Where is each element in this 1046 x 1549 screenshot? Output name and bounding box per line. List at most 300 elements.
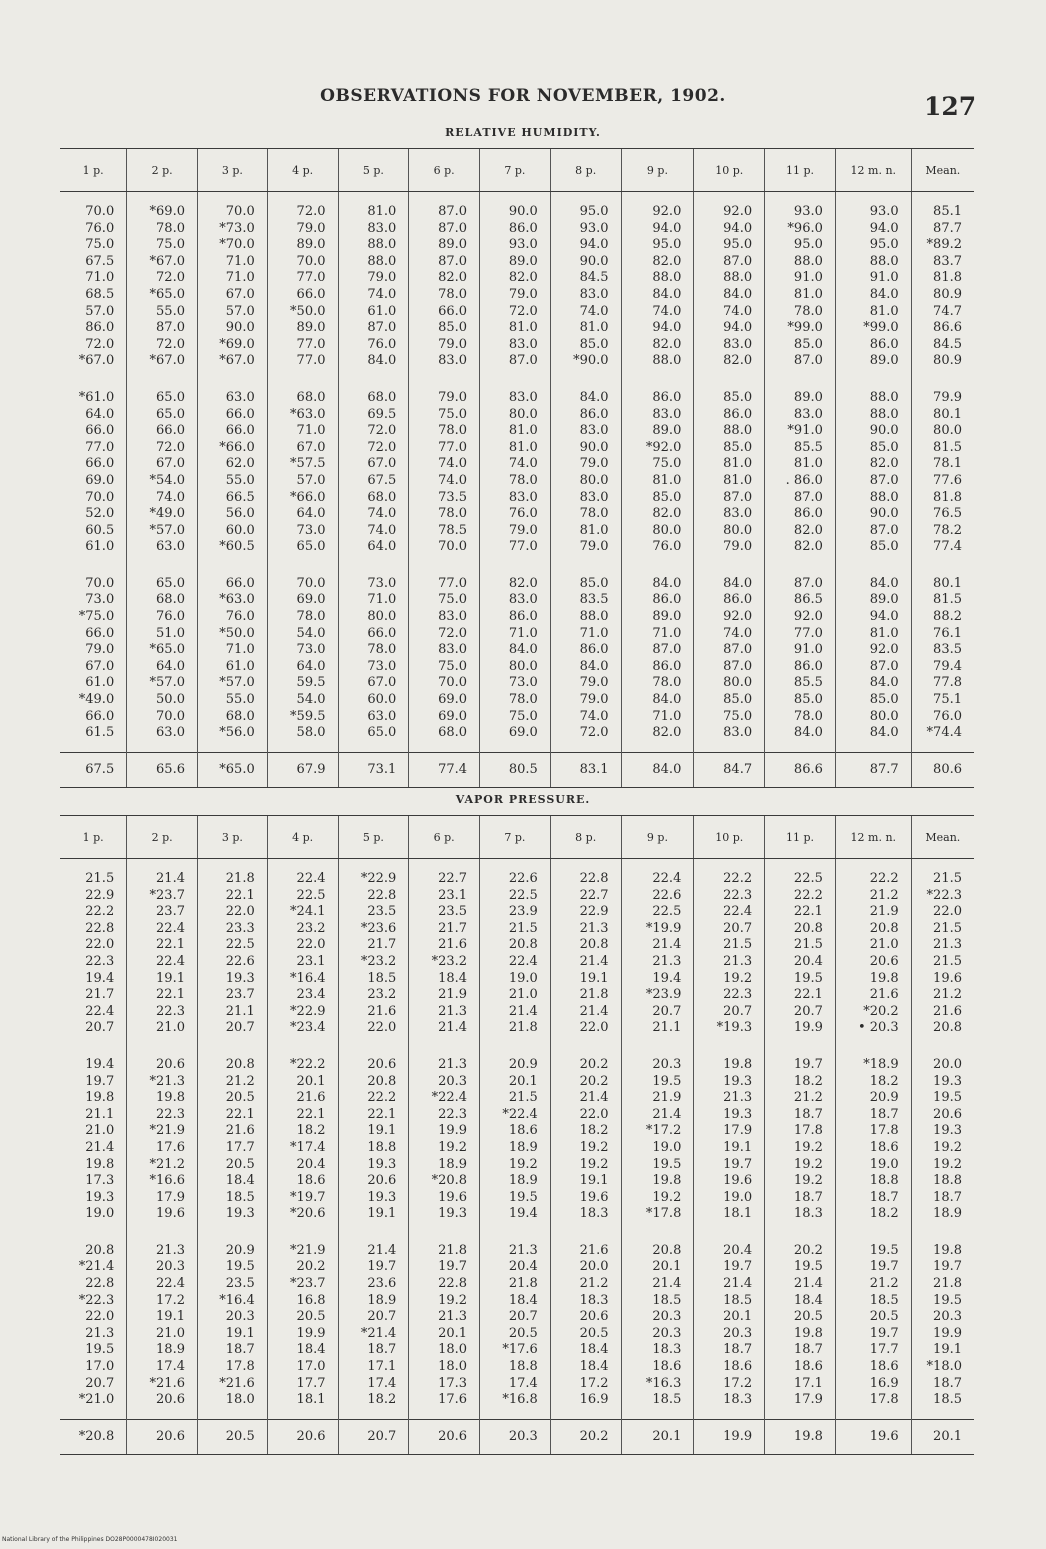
spacer-cell xyxy=(694,370,765,390)
spacer-cell xyxy=(550,1037,621,1057)
table-cell: 79.0 xyxy=(480,287,551,304)
table-cell: 81.8 xyxy=(911,490,974,507)
table-row xyxy=(60,1157,974,1174)
table-cell: 82.0 xyxy=(835,456,911,473)
table-cell: 19.1 xyxy=(550,971,621,988)
table-row xyxy=(60,1293,974,1310)
table-row xyxy=(60,1309,974,1326)
table-cell: 52.0 xyxy=(85,506,115,522)
table-cell: *17.4 xyxy=(267,1140,338,1157)
table-cell: 19.7 xyxy=(694,1157,765,1174)
table-cell: 65.0 xyxy=(267,539,338,556)
table-row xyxy=(60,1123,974,1140)
spacer-cell xyxy=(550,370,621,390)
table-cell: *75.0 xyxy=(78,609,115,625)
table-cell: 21.3 xyxy=(694,954,765,971)
table-cell: *67.0 xyxy=(197,353,267,370)
table-cell: 20.7 xyxy=(480,1309,551,1326)
table-cell: *54.0 xyxy=(127,473,198,490)
table-cell: *16.8 xyxy=(480,1392,551,1419)
table-cell: 21.4 xyxy=(621,937,694,954)
table-cell: 17.8 xyxy=(197,1359,267,1376)
table-cell: *65.0 xyxy=(127,287,198,304)
spacer-cell xyxy=(835,370,911,390)
table-cell: 85.0 xyxy=(694,440,765,457)
mean-cell: 19.8 xyxy=(765,1419,836,1454)
table-cell: 21.8 xyxy=(911,1276,974,1293)
table-cell: 86.0 xyxy=(480,221,551,238)
table-cell: 19.3 xyxy=(197,971,267,988)
table-cell: 69.0 xyxy=(85,472,115,488)
table-cell: 71.0 xyxy=(197,254,267,271)
table-cell: 21.6 xyxy=(197,1123,267,1140)
table-cell: 85.0 xyxy=(835,440,911,457)
table-cell: 17.1 xyxy=(338,1359,409,1376)
spacer-cell xyxy=(60,1037,127,1057)
table-cell: 21.5 xyxy=(911,921,974,938)
mean-cell: 20.3 xyxy=(480,1419,551,1454)
spacer-cell xyxy=(127,556,198,576)
group-spacer xyxy=(60,556,974,576)
table-cell: 19.3 xyxy=(338,1190,409,1207)
table-cell: 69.5 xyxy=(338,407,409,424)
table-cell: 19.0 xyxy=(85,1206,115,1222)
table-cell: 89.0 xyxy=(480,254,551,271)
table-cell: 83.0 xyxy=(621,407,694,424)
table-cell: 19.7 xyxy=(409,1259,480,1276)
table-row xyxy=(60,192,974,221)
table-cell: *20.8 xyxy=(409,1173,480,1190)
library-footer: National Library of the Philippines DO28P0000478I020031 xyxy=(2,1536,178,1543)
table-cell: 89.0 xyxy=(267,320,338,337)
table-cell: 22.3 xyxy=(127,1004,198,1021)
table-cell: 61.0 xyxy=(85,539,115,555)
table-cell: 19.8 xyxy=(621,1173,694,1190)
table-cell: 79.0 xyxy=(409,390,480,407)
table-cell: 81.8 xyxy=(911,270,974,287)
table-cell: 84.0 xyxy=(694,576,765,593)
table-cell: *20.6 xyxy=(267,1206,338,1223)
table-cell: 81.0 xyxy=(694,473,765,490)
table-cell: *22.9 xyxy=(338,859,409,888)
table-cell: 21.2 xyxy=(765,1090,836,1107)
spacer-cell xyxy=(835,1223,911,1243)
table-cell: 78.0 xyxy=(338,642,409,659)
table-cell: *16.4 xyxy=(197,1293,267,1310)
table-row xyxy=(60,1376,974,1393)
table-row xyxy=(60,954,974,971)
table-cell: 21.5 xyxy=(911,954,974,971)
table-cell: 84.0 xyxy=(338,353,409,370)
table-cell: 19.9 xyxy=(409,1123,480,1140)
table-cell: 18.7 xyxy=(835,1190,911,1207)
table-cell: 86.6 xyxy=(911,320,974,337)
table-cell: 71.0 xyxy=(550,626,621,643)
table-cell: 68.0 xyxy=(338,390,409,407)
table-row xyxy=(60,237,974,254)
table-cell: 18.1 xyxy=(694,1206,765,1223)
table-cell: 16.9 xyxy=(835,1376,911,1393)
table-cell: 19.3 xyxy=(85,1189,115,1205)
mean-cell: 67.9 xyxy=(267,752,338,787)
table-cell: 75.0 xyxy=(409,407,480,424)
table-cell: 20.3 xyxy=(409,1074,480,1091)
spacer-cell xyxy=(60,370,127,390)
table-cell: 74.7 xyxy=(911,304,974,321)
table-cell: 72.0 xyxy=(127,337,198,354)
table-cell: 20.7 xyxy=(85,1020,115,1036)
table-cell: *23.6 xyxy=(338,921,409,938)
table-cell: 79.0 xyxy=(338,270,409,287)
table-cell: 19.8 xyxy=(835,971,911,988)
table-cell: 55.0 xyxy=(127,304,198,321)
table-row xyxy=(60,523,974,540)
column-header: 4 p. xyxy=(267,816,338,859)
table-cell: 77.0 xyxy=(267,353,338,370)
table-cell: 22.3 xyxy=(127,1107,198,1124)
table-cell: 23.2 xyxy=(338,987,409,1004)
table-cell: 20.8 xyxy=(85,1242,115,1258)
table-cell: 21.0 xyxy=(835,937,911,954)
table-cell: 85.0 xyxy=(765,337,836,354)
table-cell: 91.0 xyxy=(765,270,836,287)
table-cell: 20.2 xyxy=(550,1057,621,1074)
table-cell: 94.0 xyxy=(550,237,621,254)
mean-cell: *65.0 xyxy=(197,752,267,787)
table-cell: 20.7 xyxy=(621,1004,694,1021)
table-cell: 18.4 xyxy=(765,1293,836,1310)
table-cell: *63.0 xyxy=(197,592,267,609)
table-cell: 84.0 xyxy=(765,725,836,752)
table-cell: 71.0 xyxy=(621,626,694,643)
table-cell: *21.9 xyxy=(127,1123,198,1140)
table-cell: 77.0 xyxy=(267,337,338,354)
table-cell: 90.0 xyxy=(550,440,621,457)
table-cell: *18.9 xyxy=(835,1057,911,1074)
mean-cell: 77.4 xyxy=(409,752,480,787)
table-cell: 18.4 xyxy=(197,1173,267,1190)
table-cell: *22.2 xyxy=(267,1057,338,1074)
table-cell: *23.9 xyxy=(621,987,694,1004)
table-cell: *90.0 xyxy=(550,353,621,370)
table-cell: 73.0 xyxy=(267,523,338,540)
table-row xyxy=(60,675,974,692)
table-cell: 88.0 xyxy=(550,609,621,626)
table-cell: 83.0 xyxy=(550,490,621,507)
column-header: 8 p. xyxy=(550,816,621,859)
table-cell: 18.9 xyxy=(127,1342,198,1359)
table-cell: 18.0 xyxy=(409,1359,480,1376)
table-cell: 84.0 xyxy=(694,287,765,304)
table-cell: 17.3 xyxy=(85,1173,115,1189)
table-row xyxy=(60,709,974,726)
table-cell: 18.6 xyxy=(480,1123,551,1140)
table-cell: 82.0 xyxy=(765,523,836,540)
table-cell: 72.0 xyxy=(267,192,338,221)
table-cell: 19.0 xyxy=(694,1190,765,1207)
table-cell: 74.0 xyxy=(480,456,551,473)
table-cell: 21.9 xyxy=(835,904,911,921)
spacer-cell xyxy=(480,1223,551,1243)
spacer-cell xyxy=(835,1037,911,1057)
table-cell: 22.1 xyxy=(338,1107,409,1124)
table-cell: 22.1 xyxy=(765,987,836,1004)
table-cell: 66.0 xyxy=(127,423,198,440)
table-cell: 22.1 xyxy=(267,1107,338,1124)
table-cell: 83.0 xyxy=(480,337,551,354)
table-cell: 21.8 xyxy=(409,1243,480,1260)
table-cell: 89.0 xyxy=(621,423,694,440)
column-header: 12 m. n. xyxy=(835,816,911,859)
table-cell: 18.4 xyxy=(267,1342,338,1359)
table-cell: 60.0 xyxy=(197,523,267,540)
table-cell: 78.0 xyxy=(127,221,198,238)
table-cell: 72.0 xyxy=(127,270,198,287)
table-cell: 67.5 xyxy=(338,473,409,490)
table-cell: 19.8 xyxy=(911,1243,974,1260)
table-cell: 67.0 xyxy=(85,658,115,674)
spacer-cell xyxy=(267,1223,338,1243)
table-cell: 19.2 xyxy=(409,1293,480,1310)
table-cell: 70.0 xyxy=(267,576,338,593)
table-cell: 19.6 xyxy=(550,1190,621,1207)
table-cell: 79.0 xyxy=(550,692,621,709)
table-row xyxy=(60,473,974,490)
table-cell: 88.0 xyxy=(835,254,911,271)
table-cell: 81.0 xyxy=(835,626,911,643)
table-cell: 21.6 xyxy=(911,1004,974,1021)
table-cell: *21.0 xyxy=(78,1392,115,1408)
table-cell: 23.2 xyxy=(267,921,338,938)
table-cell: 19.4 xyxy=(621,971,694,988)
table-cell: 92.0 xyxy=(621,192,694,221)
table-cell: 76.0 xyxy=(480,506,551,523)
table-cell: 18.2 xyxy=(835,1206,911,1223)
table-cell: 82.0 xyxy=(694,353,765,370)
table-cell: 93.0 xyxy=(550,221,621,238)
mean-cell: 86.6 xyxy=(765,752,836,787)
table-cell: 78.5 xyxy=(409,523,480,540)
table-cell: 88.0 xyxy=(835,390,911,407)
table-cell: 21.6 xyxy=(550,1243,621,1260)
table-cell: 17.2 xyxy=(694,1376,765,1393)
table-cell: 22.0 xyxy=(85,1309,115,1325)
table-cell: 16.8 xyxy=(267,1293,338,1310)
table-cell: 21.3 xyxy=(127,1243,198,1260)
table-cell: 22.6 xyxy=(480,859,551,888)
table-cell: 50.0 xyxy=(127,692,198,709)
table-cell: *22.9 xyxy=(267,1004,338,1021)
table-row xyxy=(60,1326,974,1343)
table-cell: 76.1 xyxy=(911,626,974,643)
table-header-row xyxy=(60,149,974,192)
table-cell: 19.7 xyxy=(85,1073,115,1089)
table-cell: 19.0 xyxy=(480,971,551,988)
table-cell: 85.0 xyxy=(694,390,765,407)
table-row xyxy=(60,1359,974,1376)
column-header: 11 p. xyxy=(765,816,836,859)
table-cell: 75.0 xyxy=(480,709,551,726)
table-cell: 57.0 xyxy=(267,473,338,490)
table-cell: 19.4 xyxy=(85,1056,115,1072)
table-cell: 21.4 xyxy=(480,1004,551,1021)
table-cell: 18.4 xyxy=(550,1359,621,1376)
table-cell: 85.0 xyxy=(835,692,911,709)
table-cell: 83.7 xyxy=(911,254,974,271)
table-cell: 79.4 xyxy=(911,659,974,676)
table-cell: 22.2 xyxy=(835,859,911,888)
table-row xyxy=(60,304,974,321)
table-cell: 83.0 xyxy=(694,337,765,354)
table-cell: 18.6 xyxy=(267,1173,338,1190)
table-cell: 84.5 xyxy=(550,270,621,287)
table-cell: 18.5 xyxy=(911,1392,974,1419)
table-cell: *19.9 xyxy=(621,921,694,938)
table-cell: *59.5 xyxy=(267,709,338,726)
column-header: 5 p. xyxy=(338,816,409,859)
table-cell: 17.4 xyxy=(480,1376,551,1393)
table-cell: 21.4 xyxy=(550,1090,621,1107)
table-cell: 17.7 xyxy=(267,1376,338,1393)
table-cell: 82.0 xyxy=(621,254,694,271)
spacer-cell xyxy=(127,370,198,390)
table-cell: 18.4 xyxy=(409,971,480,988)
table-cell: 22.2 xyxy=(85,904,115,920)
mean-cell: 73.1 xyxy=(338,752,409,787)
table-cell: 85.0 xyxy=(550,576,621,593)
table-cell: 18.9 xyxy=(911,1206,974,1223)
table-cell: 76.5 xyxy=(911,506,974,523)
vapor-pressure-table xyxy=(60,815,974,1455)
table-cell: 71.0 xyxy=(85,270,115,286)
table-cell: 74.0 xyxy=(338,523,409,540)
table-row xyxy=(60,539,974,556)
table-cell: 21.3 xyxy=(911,937,974,954)
table-cell: 76.0 xyxy=(911,709,974,726)
table-cell: 80.0 xyxy=(911,423,974,440)
table-cell: 17.6 xyxy=(409,1392,480,1419)
table-cell: 19.5 xyxy=(621,1157,694,1174)
table-cell: 71.0 xyxy=(621,709,694,726)
table-cell: 19.6 xyxy=(911,971,974,988)
vapor-pressure-title: VAPOR PRESSURE. xyxy=(455,793,591,806)
table-cell: 66.0 xyxy=(85,423,115,439)
table-cell: 71.0 xyxy=(338,592,409,609)
table-cell: *19.7 xyxy=(267,1190,338,1207)
table-cell: 18.9 xyxy=(409,1157,480,1174)
table-cell: *49.0 xyxy=(78,692,115,708)
table-cell: 83.0 xyxy=(409,609,480,626)
column-header: 3 p. xyxy=(197,816,267,859)
table-cell: 19.2 xyxy=(911,1140,974,1157)
table-cell: 18.7 xyxy=(765,1190,836,1207)
table-row xyxy=(60,592,974,609)
table-cell: 22.5 xyxy=(197,937,267,954)
table-cell: 81.0 xyxy=(480,440,551,457)
table-cell: 20.6 xyxy=(127,1392,198,1419)
table-cell: 83.0 xyxy=(409,642,480,659)
table-cell: *69.0 xyxy=(197,337,267,354)
spacer-cell xyxy=(197,1037,267,1057)
table-cell: 22.5 xyxy=(267,888,338,905)
spacer-cell xyxy=(550,556,621,576)
mean-cell: 20.1 xyxy=(911,1419,974,1454)
table-row xyxy=(60,921,974,938)
table-cell: 21.4 xyxy=(550,1004,621,1021)
table-row xyxy=(60,1090,974,1107)
table-cell: 83.0 xyxy=(480,390,551,407)
table-cell: 17.2 xyxy=(127,1293,198,1310)
table-cell: 87.0 xyxy=(835,659,911,676)
table-cell: 19.5 xyxy=(480,1190,551,1207)
table-cell: 73.0 xyxy=(338,576,409,593)
spacer-cell xyxy=(911,556,974,576)
table-cell: 21.1 xyxy=(197,1004,267,1021)
table-cell: 22.0 xyxy=(911,904,974,921)
table-cell: 21.9 xyxy=(621,1090,694,1107)
mean-cell: 83.1 xyxy=(550,752,621,787)
table-row xyxy=(60,1243,974,1260)
table-cell: 81.0 xyxy=(621,473,694,490)
table-cell: 21.8 xyxy=(197,859,267,888)
table-cell: *99.0 xyxy=(835,320,911,337)
table-cell: 22.4 xyxy=(267,859,338,888)
table-cell: 19.6 xyxy=(694,1173,765,1190)
spacer-cell xyxy=(621,556,694,576)
mean-cell: 80.5 xyxy=(480,752,551,787)
table-cell: 95.0 xyxy=(694,237,765,254)
table-cell: 86.0 xyxy=(480,609,551,626)
table-cell: *22.4 xyxy=(480,1107,551,1124)
table-cell: *57.0 xyxy=(127,523,198,540)
table-cell: 21.8 xyxy=(480,1020,551,1037)
table-cell: 19.1 xyxy=(197,1326,267,1343)
table-cell: 18.7 xyxy=(694,1342,765,1359)
table-cell: 58.0 xyxy=(267,725,338,752)
table-cell: 20.8 xyxy=(550,937,621,954)
table-cell: 67.0 xyxy=(338,456,409,473)
table-cell: 61.0 xyxy=(85,675,115,691)
table-cell: 17.2 xyxy=(550,1376,621,1393)
table-cell: 21.8 xyxy=(480,1276,551,1293)
table-cell: 22.8 xyxy=(550,859,621,888)
table-cell: 20.7 xyxy=(338,1309,409,1326)
table-cell: 22.9 xyxy=(85,887,115,903)
table-cell: 19.3 xyxy=(694,1107,765,1124)
table-cell: 73.0 xyxy=(267,642,338,659)
table-cell: 18.3 xyxy=(694,1392,765,1419)
table-cell: 66.0 xyxy=(85,708,115,724)
table-cell: 21.5 xyxy=(694,937,765,954)
table-cell: 88.2 xyxy=(911,609,974,626)
table-cell: 20.5 xyxy=(835,1309,911,1326)
table-cell: 72.0 xyxy=(480,304,551,321)
table-cell: 19.7 xyxy=(765,1057,836,1074)
table-cell: *50.0 xyxy=(267,304,338,321)
table-cell: 74.0 xyxy=(409,473,480,490)
table-cell: 23.5 xyxy=(197,1276,267,1293)
table-cell: *17.2 xyxy=(621,1123,694,1140)
table-cell: . 86.0 xyxy=(765,473,836,490)
table-cell: 68.0 xyxy=(409,725,480,752)
table-cell: 20.5 xyxy=(765,1309,836,1326)
table-cell: *16.3 xyxy=(621,1376,694,1393)
table-cell: 18.6 xyxy=(835,1140,911,1157)
table-row xyxy=(60,320,974,337)
table-cell: 70.0 xyxy=(409,675,480,692)
table-cell: 19.8 xyxy=(765,1326,836,1343)
table-cell: *74.4 xyxy=(911,725,974,752)
